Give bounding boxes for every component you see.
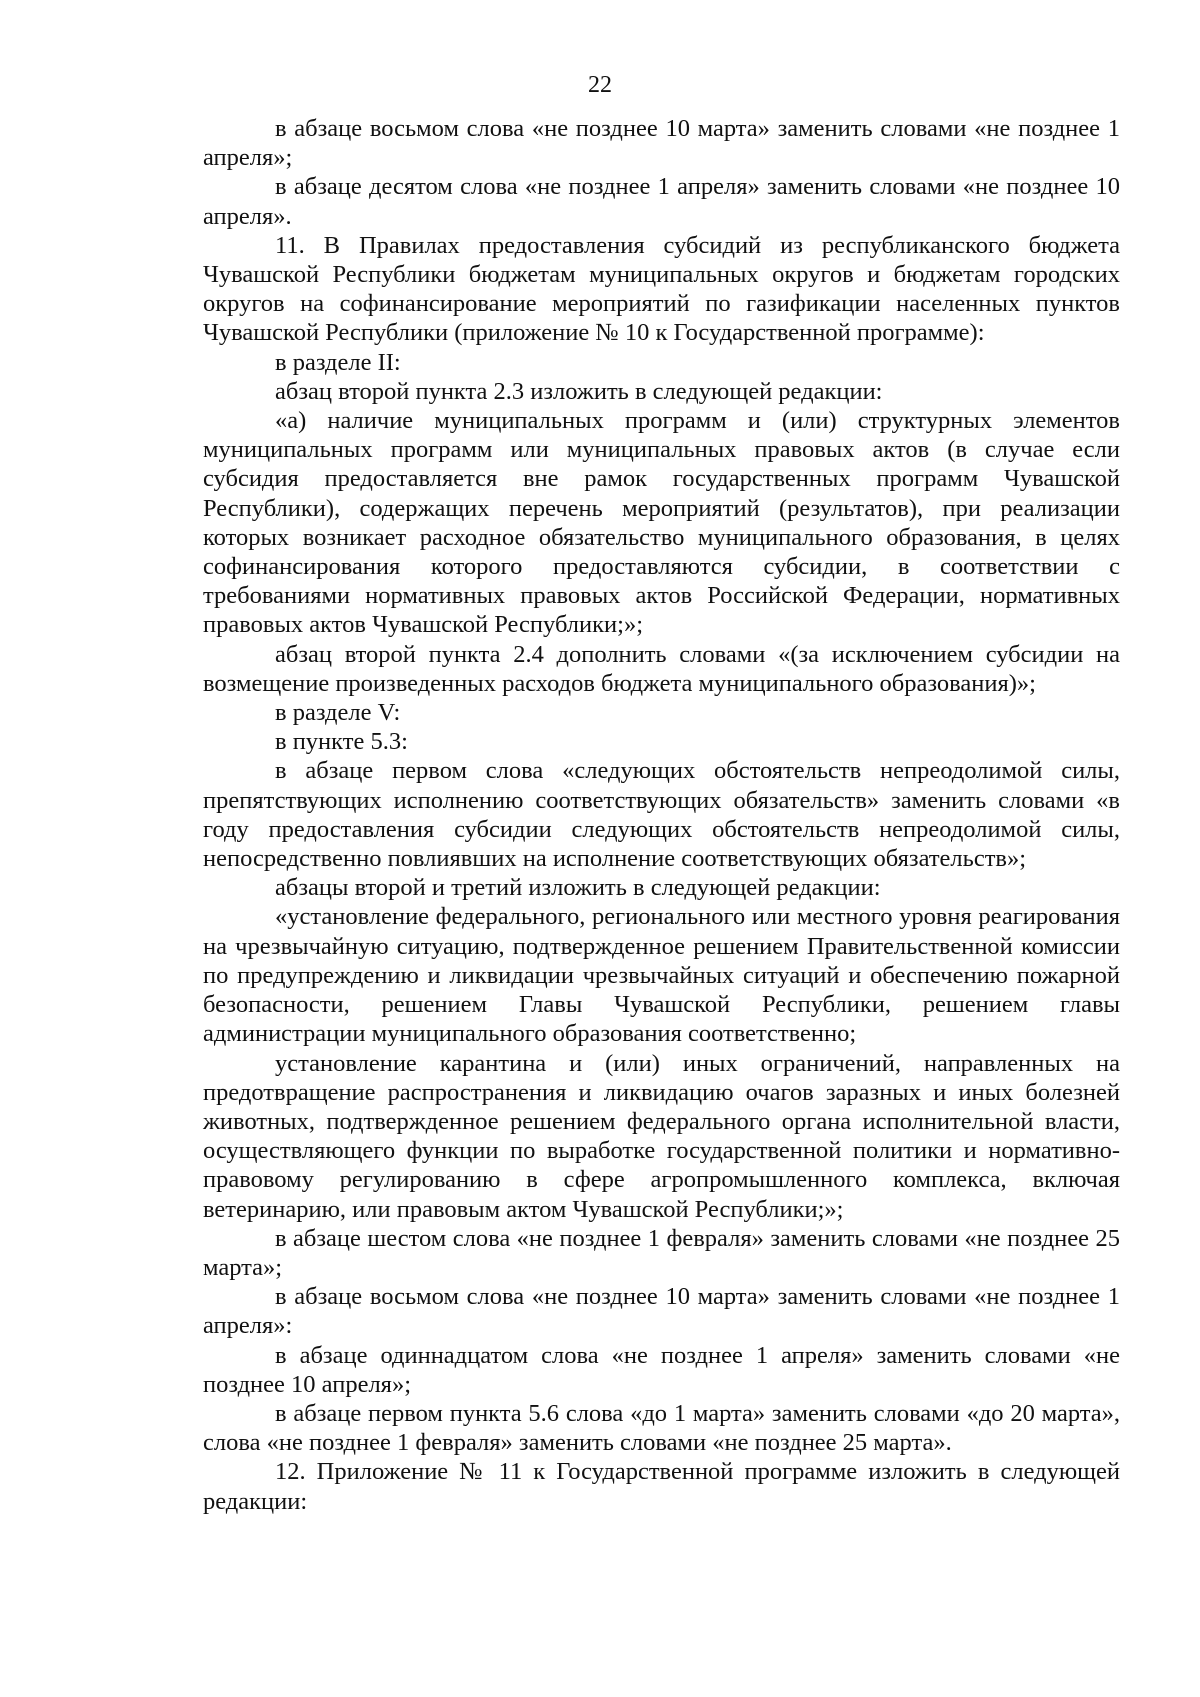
paragraph-8: в разделе V: [275,699,401,727]
paragraph-15: в абзаце восьмом слова «не позднее 10 марта» заменить словами «не позднее 1 апреля»: [203,1283,1120,1340]
paragraph-3: 11. В Правилах предоставления субсидий из республиканского бюджета Чувашской Республики бюджетам муниципальных округов и бюджетам городских округов на софинансирование мероприятий по газификации населенных пунктов Чувашской Республики (приложение № 10 к Государственной программе): [203,231,1120,347]
paragraph-16: в абзаце одиннадцатом слова «не позднее 1 апреля» заменить словами «не позднее 10 апреля»; [203,1341,1120,1398]
paragraph-6: «а) наличие муниципальных программ и (или) структурных элементов муниципальных программ или муниципальных правовых актов (в случае если субсидия предоставляется вне рамок государственных программ Чувашской Республики), содержащих перечень мероприятий (результатов), при реализации которых возникает расходное обязательство муниципального образования, в целях софинансирования которого предоставляются субсидии, в соответствии с требованиями нормативных правовых актов Российской Федерации, нормативных правовых актов Чувашской Республики;»; [203,407,1120,639]
paragraph-2: в абзаце десятом слова «не позднее 1 апреля» заменить словами «не позднее 10 апреля». [203,173,1120,230]
paragraph-17: в абзаце первом пункта 5.6 слова «до 1 марта» заменить словами «до 20 марта», слова «не позднее 1 февраля» заменить словами «не позднее 25 марта». [203,1399,1120,1457]
paragraph-14: в абзаце шестом слова «не позднее 1 февраля» заменить словами «не позднее 25 марта»; [203,1224,1120,1281]
paragraph-13: установление карантина и (или) иных ограничений, направленных на предотвращение распространения и ликвидацию очагов заразных и иных болезней животных, подтвержденное решением федерального органа исполнительной власти, осуществляющего функции по выработке государственной политики и нормативно-правовому регулированию в сфере агропромышленного комплекса, включая ветеринарию, или правовым актом Чувашской Республики;»; [203,1049,1120,1223]
paragraph-9: в пункте 5.3: [275,728,408,756]
paragraph-7: абзац второй пункта 2.4 дополнить словами «(за исключением субсидии на возмещение произведенных расходов бюджета муниципального образования)»; [203,640,1120,697]
paragraph-12: «установление федерального, регионального или местного уровня реагирования на чрезвычайную ситуацию, подтвержденное решением Правительственной комиссии по предупреждению и ликвидации чрезвычайных ситуаций и обеспечению пожарной безопасности, решением Главы Чувашской Республики, решением главы администрации муниципального образования соответственно; [203,903,1120,1048]
paragraph-1: в абзаце восьмом слова «не позднее 10 марта» заменить словами «не позднее 1 апреля»; [203,115,1120,172]
paragraph-4: в разделе II: [275,348,401,376]
paragraph-5: абзац второй пункта 2.3 изложить в следующей редакции: [275,377,883,405]
paragraph-10: в абзаце первом слова «следующих обстоятельств непреодолимой силы, препятствующих исполнению соответствующих обязательств» заменить словами «в году предоставления субсидии следующих обстоятельств непреодолимой силы, непосредственно повлиявших на исполнение соответствующих обязательств»; [203,757,1120,873]
paragraph-18: 12. Приложение № 11 к Государственной программе изложить в следующей редакции: [203,1458,1120,1515]
paragraph-11: абзацы второй и третий изложить в следующей редакции: [275,874,881,902]
document-body [203,114,1120,1516]
page-number: 22 [588,72,612,98]
